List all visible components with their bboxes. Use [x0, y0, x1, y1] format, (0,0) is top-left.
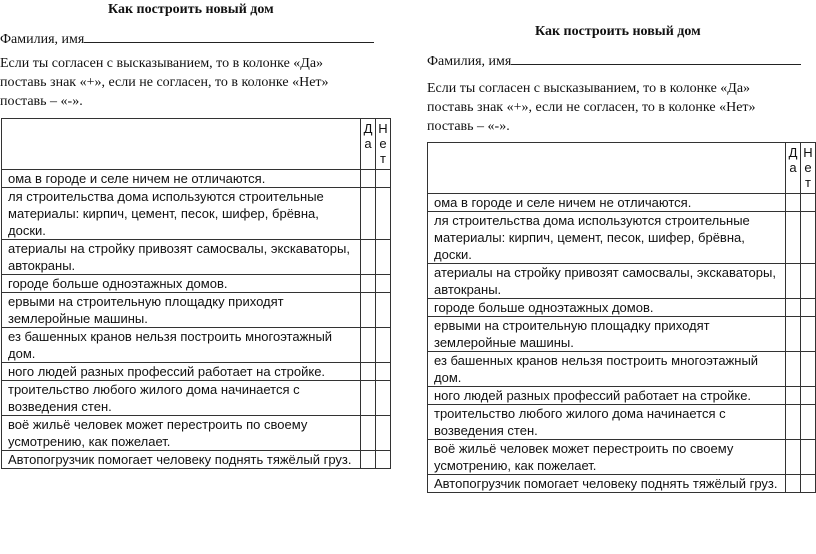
- statement-text: ома в городе и селе ничем не отличаются.: [2, 170, 361, 188]
- answer-yes-cell[interactable]: [361, 170, 376, 188]
- answer-no-cell[interactable]: [801, 212, 816, 264]
- answer-yes-cell[interactable]: [361, 240, 376, 275]
- col-yes-label: Да: [788, 145, 798, 175]
- table-row: [2, 381, 391, 416]
- answer-yes-cell[interactable]: [786, 387, 801, 405]
- answer-yes-cell[interactable]: [786, 352, 801, 387]
- statement-text: троительство любого жилого дома начинается с возведения стен.: [2, 381, 361, 416]
- table-row: [2, 293, 391, 328]
- name-field[interactable]: [0, 30, 374, 48]
- statement-text: ервыми на строительную площадку приходят землеройные машины.: [2, 293, 361, 328]
- answer-no-cell[interactable]: [376, 170, 391, 188]
- col-no-label: Нет: [803, 145, 813, 190]
- table-row: [2, 188, 391, 240]
- answer-no-cell[interactable]: [801, 299, 816, 317]
- instruction-text: Если ты согласен с высказыванием, то в колонке «Да» поставь знак «+», если не согласен, то в колонке «Нет» поставь – «-».: [0, 56, 329, 109]
- answer-no-cell[interactable]: [376, 293, 391, 328]
- statements-table: [1, 118, 391, 469]
- name-label: Фамилия, имя: [0, 32, 85, 47]
- answer-no-cell[interactable]: [376, 240, 391, 275]
- table-header-row: [2, 119, 391, 170]
- statement-text: городе больше одноэтажных домов.: [2, 275, 361, 293]
- table-row: [2, 363, 391, 381]
- statement-text: воё жильё человек может перестроить по своему усмотрению, как пожелает.: [2, 416, 361, 451]
- worksheet-title: Как построить новый дом: [108, 2, 274, 17]
- answer-yes-cell[interactable]: [361, 381, 376, 416]
- statement-text: ома в городе и селе ничем не отличаются.: [428, 194, 786, 212]
- answer-no-cell[interactable]: [376, 451, 391, 469]
- answer-yes-cell[interactable]: [361, 451, 376, 469]
- table-row: [2, 170, 391, 188]
- answer-yes-cell[interactable]: [786, 264, 801, 299]
- answer-no-cell[interactable]: [376, 363, 391, 381]
- col-no-label: Нет: [378, 121, 388, 166]
- answer-yes-cell[interactable]: [361, 188, 376, 240]
- col-yes-label: Да: [363, 121, 373, 151]
- statement-text: атериалы на стройку привозят самосвалы, экскаваторы, автокраны.: [2, 240, 361, 275]
- answer-no-cell[interactable]: [801, 475, 816, 493]
- answer-yes-cell[interactable]: [361, 293, 376, 328]
- name-field[interactable]: [427, 52, 801, 70]
- answer-no-cell[interactable]: [801, 352, 816, 387]
- answer-no-cell[interactable]: [376, 328, 391, 363]
- statement-text: ля строительства дома используются строительные материалы: кирпич, цемент, песок, шифер, брёвна, доски.: [2, 188, 361, 240]
- name-label: Фамилия, имя: [427, 54, 512, 69]
- answer-yes-cell[interactable]: [786, 212, 801, 264]
- answer-yes-cell[interactable]: [786, 317, 801, 352]
- table-row: [428, 212, 816, 264]
- worksheet-title: Как построить новый дом: [535, 24, 701, 39]
- table-row: [2, 416, 391, 451]
- answer-yes-cell[interactable]: [361, 328, 376, 363]
- answer-no-cell[interactable]: [376, 275, 391, 293]
- answer-no-cell[interactable]: [376, 416, 391, 451]
- table-row: [428, 405, 816, 440]
- header-empty-cell: [428, 143, 786, 194]
- answer-no-cell[interactable]: [801, 317, 816, 352]
- answer-no-cell[interactable]: [376, 188, 391, 240]
- name-blank-line[interactable]: [84, 30, 374, 43]
- instruction-text: Если ты согласен с высказыванием, то в колонке «Да» поставь знак «+», если не согласен, то в колонке «Нет» поставь – «-».: [427, 81, 756, 134]
- answer-yes-cell[interactable]: [361, 363, 376, 381]
- header-empty-cell: [2, 119, 361, 170]
- answer-no-cell[interactable]: [801, 440, 816, 475]
- statement-text: воё жильё человек может перестроить по своему усмотрению, как пожелает.: [428, 440, 786, 475]
- statement-text: ез башенных кранов нельзя построить многоэтажный дом.: [2, 328, 361, 363]
- answer-yes-cell[interactable]: [786, 475, 801, 493]
- answer-yes-cell[interactable]: [786, 194, 801, 212]
- table-header-row: [428, 143, 816, 194]
- answer-yes-cell[interactable]: [786, 440, 801, 475]
- answer-no-cell[interactable]: [376, 381, 391, 416]
- statement-text: Автопогрузчик помогает человеку поднять тяжёлый груз.: [428, 475, 786, 493]
- table-row: [428, 475, 816, 493]
- statement-text: ез башенных кранов нельзя построить многоэтажный дом.: [428, 352, 786, 387]
- table-row: [428, 194, 816, 212]
- answer-yes-cell[interactable]: [786, 405, 801, 440]
- statement-text: городе больше одноэтажных домов.: [428, 299, 786, 317]
- table-row: [2, 328, 391, 363]
- statement-text: троительство любого жилого дома начинается с возведения стен.: [428, 405, 786, 440]
- header-no-cell: [376, 119, 391, 170]
- table-row: [428, 352, 816, 387]
- table-row: [428, 440, 816, 475]
- statement-text: ля строительства дома используются строительные материалы: кирпич, цемент, песок, шифер, брёвна, доски.: [428, 212, 786, 264]
- table-row: [428, 264, 816, 299]
- table-row: [2, 451, 391, 469]
- answer-no-cell[interactable]: [801, 405, 816, 440]
- header-no-cell: [801, 143, 816, 194]
- statement-text: Автопогрузчик помогает человеку поднять тяжёлый груз.: [2, 451, 361, 469]
- statement-text: атериалы на стройку привозят самосвалы, экскаваторы, автокраны.: [428, 264, 786, 299]
- header-yes-cell: [786, 143, 801, 194]
- statement-text: ного людей разных профессий работает на стройке.: [428, 387, 786, 405]
- statements-table: [427, 142, 816, 493]
- table-row: [428, 317, 816, 352]
- answer-yes-cell[interactable]: [361, 275, 376, 293]
- table-row: [428, 387, 816, 405]
- statement-text: ервыми на строительную площадку приходят землеройные машины.: [428, 317, 786, 352]
- answer-no-cell[interactable]: [801, 194, 816, 212]
- answer-no-cell[interactable]: [801, 387, 816, 405]
- table-row: [2, 240, 391, 275]
- statement-text: ного людей разных профессий работает на стройке.: [2, 363, 361, 381]
- answer-yes-cell[interactable]: [786, 299, 801, 317]
- name-blank-line[interactable]: [511, 52, 801, 65]
- answer-yes-cell[interactable]: [361, 416, 376, 451]
- table-row: [2, 275, 391, 293]
- answer-no-cell[interactable]: [801, 264, 816, 299]
- header-yes-cell: [361, 119, 376, 170]
- table-row: [428, 299, 816, 317]
